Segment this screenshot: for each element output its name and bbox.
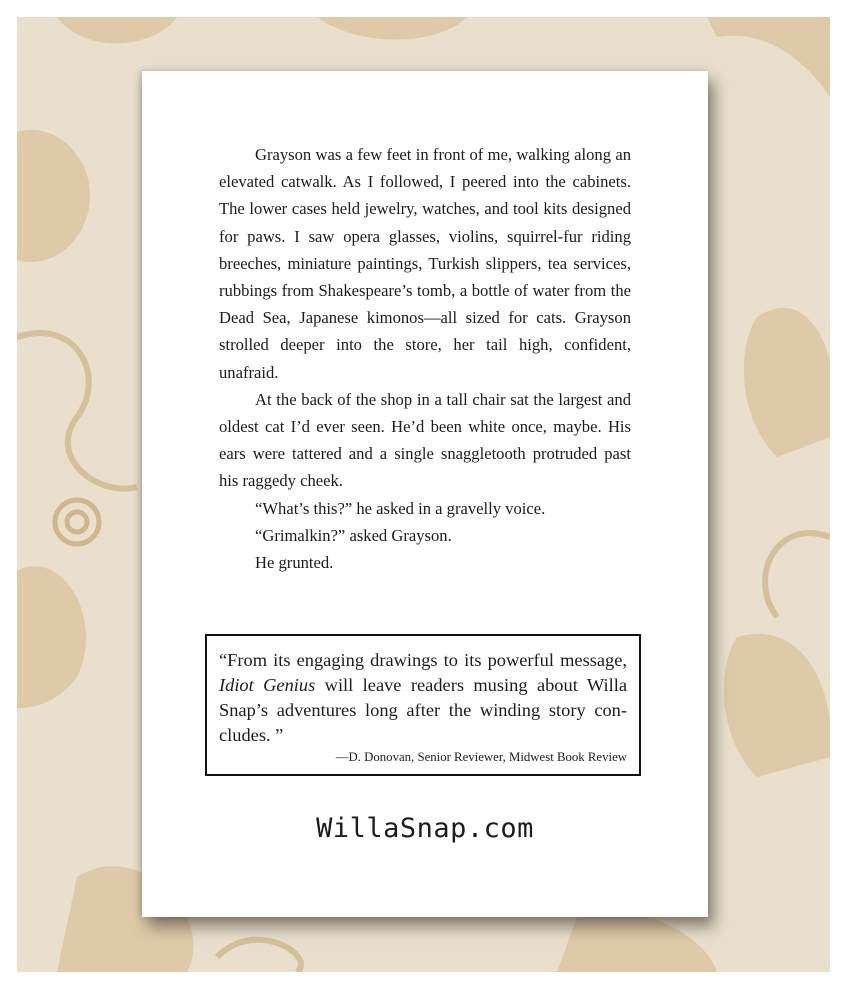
book-page: [142, 71, 708, 917]
website-url: WillaSnap.com: [316, 813, 534, 844]
story-paragraph: He grunted.: [255, 553, 334, 573]
review-attribution: —D. Donovan, Senior Reviewer, Midwest Book Review: [335, 750, 627, 764]
review-quote-rest: will leave readers musing about Willa Snap’s adventures long after the winding story concludes. ”: [219, 675, 627, 745]
story-paragraph: At the back of the shop in a tall chair sat the largest and oldest cat I’d ever seen. He’d been white once, maybe. His ears were tattered and a single snaggletooth protruded past his raggedy cheek.: [219, 389, 631, 491]
review-quote: [219, 648, 627, 748]
story-paragraph: Grayson was a few feet in front of me, walking along an elevated catwalk. As I followed, I peered into the cabinets. The lower cases held jewelry, watches, and tool kits designed for paws. I saw opera glasses, violins, squirrel-fur riding breeches, miniature paintings, Turkish slippers, tea services, rubbings from Shakespeare’s tomb, a bottle of water from the Dead Sea, Japanese kimonos—all sized for cats. Grayson strolled deeper into the store, her tail high, confident, unafraid.: [219, 145, 631, 382]
book-title: Idiot Genius: [219, 675, 316, 695]
story-paragraph: “Grimalkin?” asked Grayson.: [255, 525, 452, 545]
review-box: [205, 634, 641, 776]
story-excerpt: [219, 141, 631, 576]
story-paragraph: “What’s this?” he asked in a gravelly voice.: [255, 498, 546, 518]
review-quote-open: “From its engaging drawings to its powerful message,: [219, 650, 627, 670]
